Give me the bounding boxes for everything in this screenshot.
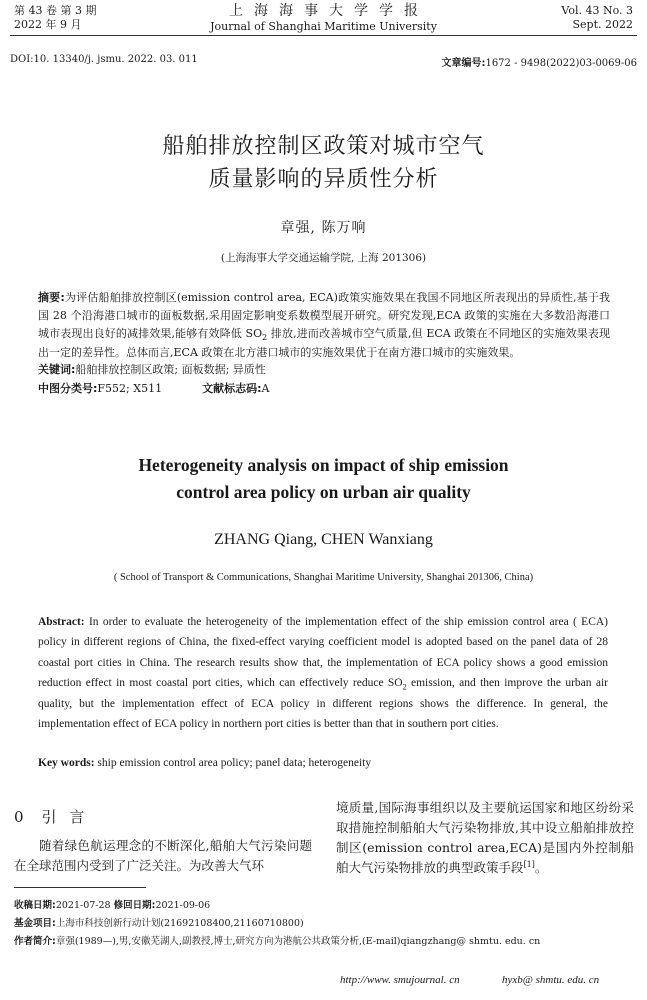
abstract-cn bbox=[38, 289, 610, 362]
footer-url[interactable]: http://www. smujournal. cn bbox=[340, 974, 460, 986]
volume-issue-cn: 第 43 卷 第 3 期 bbox=[14, 4, 97, 17]
title-en-line1: Heterogeneity analysis on impact of ship emission bbox=[138, 455, 509, 475]
footnote-rule bbox=[14, 887, 146, 888]
title-en bbox=[0, 452, 647, 506]
body-right-column bbox=[336, 798, 634, 878]
journal-name-cn: 上海海事大学学报 bbox=[229, 3, 429, 19]
authors-cn: 章强, 陈万响 bbox=[280, 220, 367, 236]
classification-text: F552; X511 bbox=[97, 382, 163, 395]
title-cn-line1: 船舶排放控制区政策对城市空气 bbox=[162, 134, 485, 159]
authors-en: ZHANG Qiang, CHEN Wanxiang bbox=[214, 531, 433, 548]
abstract-en-label: Abstract: bbox=[38, 616, 85, 628]
article-number bbox=[441, 54, 637, 69]
received-date: 2021-07-28 bbox=[55, 900, 111, 911]
author-bio-label: 作者简介: bbox=[14, 936, 56, 947]
title-cn-line2: 质量影响的异质性分析 bbox=[208, 167, 439, 192]
keywords-en bbox=[38, 757, 371, 769]
abstract-cn-text-a: 为评估船舶排放控制区(emission control area, ECA)政策实施效果在我国不同地区所表现出的异质性,基于我国 28 个沿海港口城市的面板数据,采用固定影响变系数模型展开研究。研究发现,ECA 政策的实施在大多数沿海港口城市表现出良好的减排效果,能够有效降低 SO bbox=[38, 291, 611, 341]
affiliation-cn: (上海海事大学交通运输学院, 上海 201306) bbox=[220, 252, 427, 264]
volume-issue-en: Vol. 43 No. 3 bbox=[561, 4, 633, 17]
title-cn bbox=[0, 130, 647, 196]
fund-label: 基金项目: bbox=[14, 918, 56, 929]
doc-code-label: 文献标志码: bbox=[202, 382, 262, 395]
footnote-dates bbox=[14, 898, 634, 913]
article-number-value: 1672 - 9498(2022)03-0069-06 bbox=[485, 58, 637, 69]
journal-name-en: Journal of Shanghai Maritime University bbox=[210, 20, 437, 33]
section-title: 引 言 bbox=[41, 808, 89, 826]
footnote-fund bbox=[14, 916, 634, 931]
footer-email[interactable]: hyxb@ shmtu. edu. cn bbox=[502, 974, 600, 986]
abstract-en-subscript: 2 bbox=[402, 682, 407, 692]
article-number-label: 文章编号: bbox=[441, 58, 486, 69]
keywords-en-label: Key words: bbox=[38, 757, 95, 769]
citation-ref: [1] bbox=[523, 859, 535, 869]
title-en-line2: control area policy on urban air quality bbox=[176, 482, 471, 502]
body-right-text-a: 境质量,国际海事组织以及主要航运国家和地区纷纷采取措施控制船舶大气污染物排放,其中设立船舶排放控制区(emission control area,ECA)是国内外控制船舶大气污染物排放的典型政策手段 bbox=[336, 800, 634, 875]
doc-code-text: A bbox=[261, 382, 270, 395]
classification-label: 中图分类号: bbox=[38, 382, 98, 395]
classification-cn bbox=[38, 380, 269, 398]
keywords-en-text: ship emission control area policy; panel data; heterogeneity bbox=[94, 757, 372, 769]
abstract-en-text-b: emission, and then improve the urban air quality, but the implementation effect of ECA policy in different regions shows the difference. In general, the implementation effect of ECA policy in northern port cities is better than that in southern port cities. bbox=[38, 677, 609, 731]
abstract-cn-text-b: 排放,进而改善城市空气质量,但 ECA 政策在不同地区的实施效果表现出一定的差异性。总体而言,ECA 政策在北方港口城市的实施效果优于在南方港口城市的实施效果。 bbox=[38, 327, 611, 359]
section-number: 0 bbox=[14, 808, 28, 826]
keywords-cn-label: 关键词: bbox=[38, 363, 76, 376]
revised-date: 2021-09-06 bbox=[155, 900, 211, 911]
header-rule bbox=[10, 35, 637, 36]
affiliation-en: ( School of Transport & Communications, Shanghai Maritime University, Shanghai 201306, China) bbox=[113, 572, 534, 583]
revised-label: 修回日期: bbox=[113, 900, 156, 911]
date-en: Sept. 2022 bbox=[572, 18, 633, 31]
abstract-en-text-a: In order to evaluate the heterogeneity of the implementation effect of the ship emission control area ( ECA) policy in different regions of China, the fixed-effect varying coefficient model is adopted based on the panel data of 28 coastal port cities in China. The research results show that, the implementation of ECA policy shows a good emission reduction effect in most coastal port cities, which can effectively reduce SO bbox=[38, 616, 608, 690]
section-heading bbox=[14, 806, 88, 827]
keywords-cn bbox=[38, 361, 266, 379]
fund-text: 上海市科技创新行动计划(21692108400,21160710800) bbox=[55, 918, 304, 929]
abstract-cn-label: 摘要: bbox=[38, 291, 65, 304]
date-cn: 2022 年 9 月 bbox=[14, 18, 82, 31]
abstract-en bbox=[38, 612, 608, 734]
body-right-text-b: 。 bbox=[534, 860, 548, 875]
received-label: 收稿日期: bbox=[14, 900, 56, 911]
header-center bbox=[0, 2, 647, 34]
author-bio-text: 章强(1989—),男,安徽芜湖人,副教授,博士,研究方向为港航公共政策分析,(E-mail)qiangzhang@ shmtu. edu. cn bbox=[55, 936, 541, 947]
keywords-cn-text: 船舶排放控制区政策; 面板数据; 异质性 bbox=[75, 363, 266, 376]
header-right bbox=[561, 4, 633, 32]
doi: DOI:10. 13340/j. jsmu. 2022. 03. 011 bbox=[10, 54, 198, 65]
body-left-column: 随着绿色航运理念的不断深化,船舶大气污染问题在全球范围内受到了广泛关注。为改善大气环 bbox=[14, 838, 312, 873]
abstract-cn-subscript: 2 bbox=[262, 333, 268, 343]
footnote-author bbox=[14, 934, 634, 949]
